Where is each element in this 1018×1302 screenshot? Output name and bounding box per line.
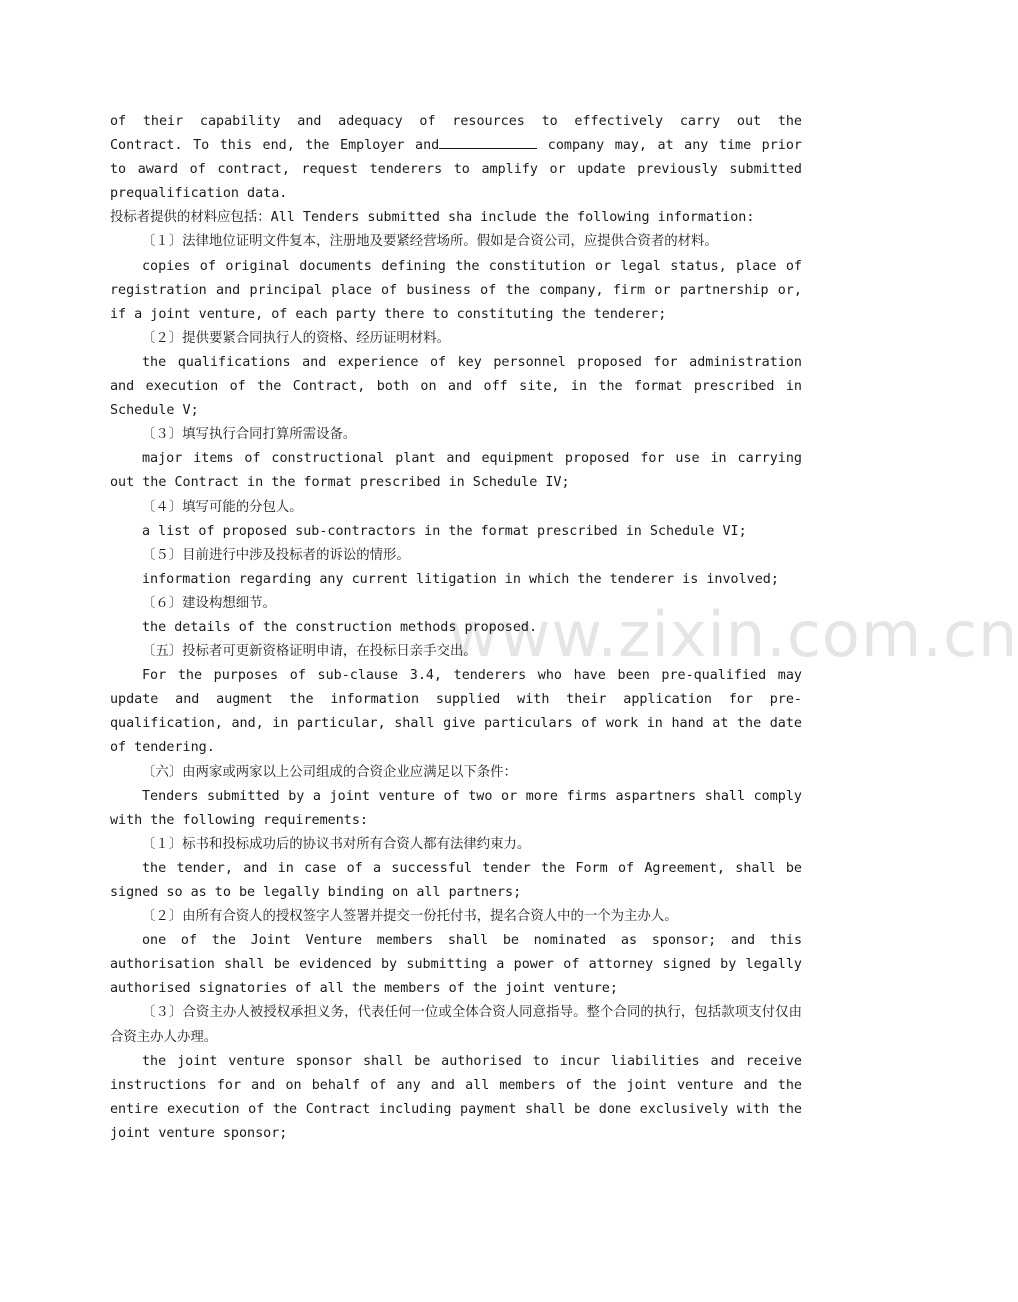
document-body [110, 110, 802, 1146]
section-6-cn: 〔六〕由两家或两家以上公司组成的合资企业应满足以下条件： [142, 764, 517, 780]
watermark: www.zixin.com.cn [448, 598, 1018, 671]
paragraph-capability-line2 [110, 134, 802, 158]
intro-line: 投标者提供的材料应包括：All Tenders submitted sha include the following information: [110, 210, 755, 226]
item-4-en: a list of proposed sub-contractors in the format prescribed in Schedule VI; [142, 523, 747, 539]
item-1-cn: 〔１〕法律地位证明文件复本，注册地及要紧经营场所。假如是合资公司，应提供合资者的材料。 [142, 234, 718, 250]
requirement-3-en: the joint venture sponsor shall be authorised to incur liabilities and receive instructions for and on behalf of any and all members of the joint venture and the entire execution of the Contract including payment shall be done exclusively with the joint venture sponsor; [110, 1053, 802, 1141]
item-1-en: copies of original documents defining the constitution or legal status, place of registration and principal place of business of the company, firm or partnership or, if a joint venture, of each party there to constituting the tenderer; [110, 258, 802, 322]
item-5-cn: 〔５〕目前进行中涉及投标者的诉讼的情形。 [142, 547, 410, 563]
item-5-en: information regarding any current litigation in which the tenderer is involved; [142, 571, 779, 587]
text-span: company may, at any time prior [537, 138, 802, 154]
item-2-en: the qualifications and experience of key personnel proposed for administration and execution of the Contract, both on and off site, in the format prescribed in Schedule V; [110, 354, 802, 419]
paragraph-capability-line3: to award of contract, request tenderers to amplify or update previously submitted [110, 162, 802, 178]
requirement-3-cn: 〔３〕合资主办人被授权承担义务，代表任何一位或全体合资人同意指导。整个合同的执行，包括款项支付仅由合资主办人办理。 [110, 1005, 802, 1045]
blank-underline [439, 134, 537, 149]
item-6-cn: 〔６〕建设构想细节。 [142, 595, 276, 611]
text-span: Contract. To this end, the Employer and [110, 138, 440, 154]
section-5-cn: 〔五〕投标者可更新资格证明申请，在投标日亲手交出。 [142, 644, 477, 660]
item-3-cn: 〔３〕填写执行合同打算所需设备。 [142, 427, 357, 443]
paragraph-capability-line1: of their capability and adequacy of resources to effectively carry out the [110, 114, 802, 129]
section-6-en: Tenders submitted by a joint venture of two or more firms aspartners shall comply with the following requirements: [110, 788, 802, 828]
item-2-cn: 〔２〕提供要紧合同执行人的资格、经历证明材料。 [142, 330, 450, 346]
requirement-1-en: the tender, and in case of a successful tender the Form of Agreement, shall be signed so as to be legally binding on all partners; [110, 860, 802, 900]
item-3-en: major items of constructional plant and equipment proposed for use in carrying out the Contract in the format prescribed in Schedule IV; [110, 451, 802, 491]
item-4-cn: 〔４〕填写可能的分包人。 [142, 499, 303, 515]
requirement-1-cn: 〔１〕标书和投标成功后的协议书对所有合资人都有法律约束力。 [142, 836, 531, 852]
item-6-en: the details of the construction methods proposed. [142, 619, 538, 635]
section-5-en: For the purposes of sub-clause 3.4, tenderers who have been pre-qualified may update and augment the information supplied with their application for pre-qualification, and, in particular, shall give particulars of work in hand at the date of tendering. [110, 668, 802, 756]
requirement-2-en: one of the Joint Venture members shall be nominated as sponsor; and this authorisation shall be evidenced by submitting a power of attorney signed by legally authorised signatories of all the members of the joint venture; [110, 933, 802, 997]
requirement-2-cn: 〔２〕由所有合资人的授权签字人签署并提交一份托付书，提名合资人中的一个为主办人。 [142, 909, 678, 925]
paragraph-capability-line4: prequalification data. [110, 186, 288, 202]
